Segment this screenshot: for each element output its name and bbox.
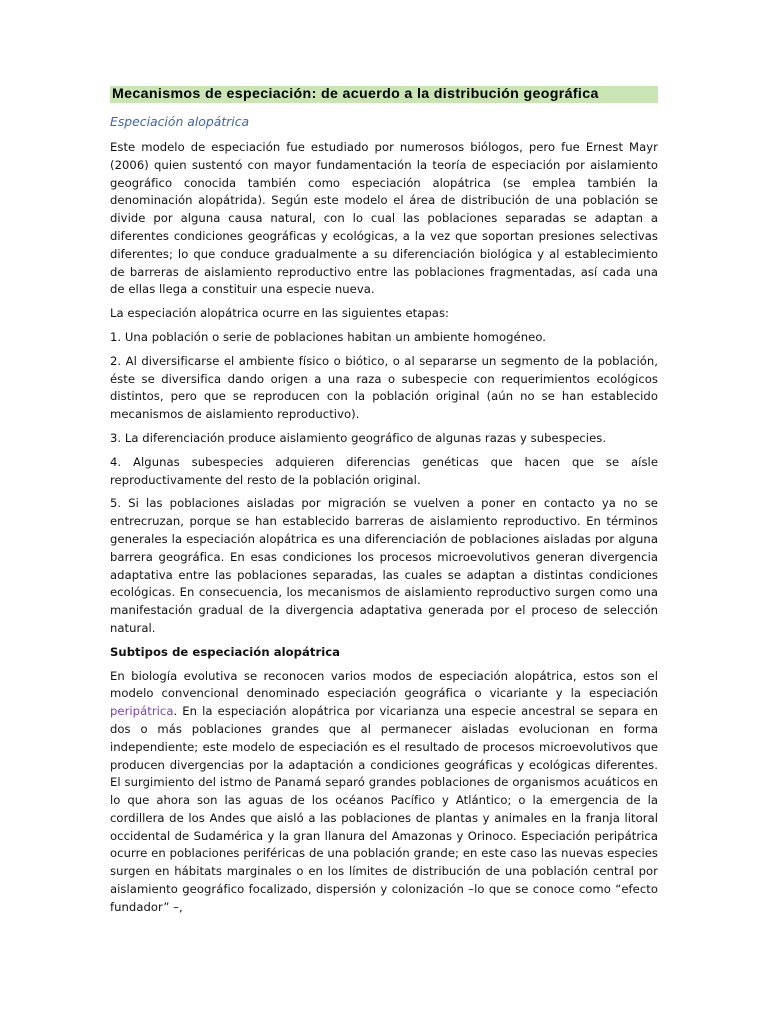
paragraph-stages-intro: La especiación alopátrica ocurre en las siguientes etapas: — [110, 306, 450, 321]
section-subtitle: Especiación alopátrica — [110, 114, 250, 129]
paragraph-subtypes-text-a: En biología evolutiva se reconocen varios modos de especiación alopátrica, estos son el modelo convencional denominado especiación geográfica o vicariante y la especiación — [110, 668, 658, 701]
paragraph-stage-2: 2. Al diversificarse el ambiente físico o biótico, o al separarse un segmento de la población, éste se diversifica dando origen a una raza o subespecie con requerimientos ecológicos distintos, pero que se reproducen con la población original (aún no se han establecido mecanismos de aislamiento reproductivo). — [110, 353, 658, 422]
paragraph-stage-4: 4. Algunas subespecies adquieren diferencias genéticas que hacen que se aísle reproductivamente del resto de la población original. — [110, 454, 658, 487]
peripatrica-link[interactable]: peripátrica — [110, 704, 174, 719]
paragraph-subtypes-text-b: . En la especiación alopátrica por vicarianza una especie ancestral se separa en dos o más poblaciones grandes que al permanecer aisladas evolucionan en forma independiente; este modelo de especiación es el resultado de procesos microevolutivos que producen divergencias por la adaptación a condiciones geográficas y ecológicas diferentes. El surgimiento del istmo de Panamá separó grandes poblaciones de organismos acuáticos en lo que ahora son las aguas de los océanos Pacífico y Atlántico; o la emergencia de la cordillera de los Andes que aisló a las poblaciones de plantas y animales en la franja litoral occidental de Sudamérica y la gran llanura del Amazonas y Orinoco. Especiación peripátrica ocurre en poblaciones periféricas de una población grande; en este caso las nuevas especies surgen en hábitats marginales o en los límites de distribución de una población central por aislamiento geográfico focalizado, dispersión y colonización –lo que se conoce como “efecto fundador” –, — [110, 704, 658, 914]
paragraph-intro: Este modelo de especiación fue estudiado por numerosos biólogos, pero fue Ernest Mayr (2006) quien sustentó con mayor fundamentación la teoría de especiación por aislamiento geográfico conocida también como especiación alopátrica (se emplea también la denominación alopátrida). Según este modelo el área de distribución de una población se divide por alguna causa natural, con lo cual las poblaciones separadas se adaptan a diferentes condiciones geográficas y ecológicas, a la vez que soportan presiones selectivas diferentes; lo que conduce gradualmente a su diferenciación biológica y al establecimiento de barreras de aislamiento reproductivo entre las poblaciones fragmentadas, así cada una de ellas llega a constituir una especie nueva. — [110, 140, 658, 297]
paragraph-stage-3: 3. La diferenciación produce aislamiento geográfico de algunas razas y subespecies. — [110, 430, 607, 445]
paragraph-stage-1: 1. Una población o serie de poblaciones habitan un ambiente homogéneo. — [110, 329, 546, 344]
document-title: Mecanismos de especiación: de acuerdo a la distribución geográfica — [110, 86, 658, 103]
subtypes-heading: Subtipos de especiación alopátrica — [110, 644, 341, 659]
paragraph-subtypes — [110, 668, 658, 917]
paragraph-stage-5: 5. Si las poblaciones aisladas por migración se vuelven a poner en contacto ya no se entrecruzan, porque se han establecido barreras de aislamiento reproductivo. En términos generales la especiación alopátrica es una diferenciación de poblaciones aisladas por alguna barrera geográfica. En esas condiciones los procesos microevolutivos generan divergencia adaptativa entre las poblaciones separadas, las cuales se adaptan a distintas condiciones ecológicas. En consecuencia, los mecanismos de aislamiento reproductivo surgen como una manifestación gradual de la divergencia adaptativa generada por el proceso de selección natural. — [110, 496, 658, 635]
